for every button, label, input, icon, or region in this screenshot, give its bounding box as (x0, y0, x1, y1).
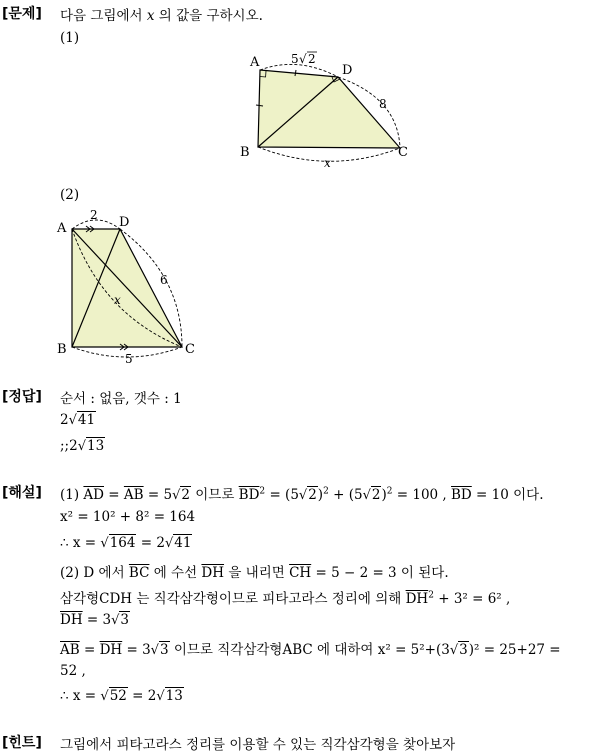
answer-2-radicand: 13 (86, 438, 105, 454)
s1-hundred: = 100 , (392, 487, 452, 503)
s1-sq: 2 (259, 486, 266, 497)
solution-line-2: x² = 10² + 8² = 164 (60, 509, 196, 525)
answer-1-coef: 2 (60, 412, 69, 428)
s1-part: (1) (60, 487, 84, 503)
fig1-label-bc: x (324, 156, 331, 170)
s1-rad3: 2 (371, 487, 381, 503)
fig2-label-d: D (119, 215, 130, 230)
fig2-label-bc: 5 (125, 352, 133, 365)
solution-line-3: ∴ x = √164 = 2√41 (60, 535, 192, 551)
instruction-var: x (146, 8, 155, 24)
problem-instruction (60, 4, 263, 24)
s5-text: 삼각형CDH 는 직각삼각형이므로 피타고라스 정리에 의해 (60, 591, 406, 607)
fig1-sqrt-sign: √ (299, 52, 307, 66)
s1-five: = 5 (143, 487, 173, 503)
s4-end: = 5 − 2 = 3 이 된다. (311, 565, 449, 581)
solution-line-1: (1) $\overline{AD} = \overline{AB} = 5√2$ 이므로 $\overline{BD}^2 = (5√2)^2 + (5√2)^2 = 100$ , $\overline{BD} = 10$ 이다. (60, 486, 544, 503)
part1-label: (1) (60, 30, 80, 46)
figure-2 (52, 205, 212, 365)
s3-mid: = 2 (136, 535, 165, 551)
answer-1-radicand: 41 (77, 412, 96, 428)
s1-rad2: 2 (308, 487, 317, 503)
answer-order-count: 순서 : 없음, 갯수 : 1 (60, 391, 182, 407)
fig2-label-ad: 2 (90, 208, 98, 222)
s4-bc: $\overline{BC}$ (128, 565, 150, 581)
instruction-text: 다음 그림에서 (60, 8, 147, 24)
s7-end: )² = 25+27 = (468, 642, 561, 658)
s7-dh: $\overline{DH}$ (99, 642, 123, 658)
s5-end: + 3² = 6² , (433, 591, 511, 607)
hint-tag: [힌트] (2, 735, 42, 751)
fig2-label-a: A (57, 221, 67, 236)
fig1-label-ad-rad: 2 (308, 52, 316, 66)
s9-mid: = 2 (127, 688, 157, 704)
figure-1 (230, 48, 420, 173)
fig2-label-c: C (185, 342, 195, 357)
s6-rad: 3 (120, 612, 129, 628)
fig2-label-b: B (57, 342, 67, 357)
s1-end: = 10 이다. (471, 487, 544, 503)
s4-text2: 을 내리면 (224, 565, 290, 581)
s1-close1: ) (317, 487, 324, 503)
s7-rad2: 3 (459, 642, 468, 658)
problem-tag: [문제] (2, 6, 42, 22)
s1-bd2: $\overline{BD}$ (451, 487, 472, 503)
fig2-label-dc: 6 (160, 273, 168, 287)
instruction-text-end: 의 값을 구하시오. (154, 8, 263, 24)
solution-line-9: ∴ x = √52 = 2√13 (60, 688, 183, 704)
s3-rad1: 164 (109, 535, 136, 551)
fig1-label-d: D (342, 63, 353, 78)
s6-eq: = 3 (82, 612, 112, 628)
solution-tag: [해설] (2, 485, 42, 501)
s4-start: (2) D 에서 (60, 565, 129, 581)
fig1-label-dc: 8 (379, 97, 387, 111)
answer-tag: [정답] (2, 389, 42, 405)
solution-line-5: 삼각형CDH 는 직각삼각형이므로 피타고라스 정리에 의해 $\overline{DH}^2 + 3^2 = 6^2$ , (60, 590, 511, 607)
solution-line-7: $\overline{AB} = \overline{DH} = 3√3$ 이므로 직각삼각형ABC 에 대하여 x² = 5²+(3√3)² = 25+27 = (60, 642, 561, 658)
s6-dh: $\overline{DH}$ (60, 612, 83, 628)
s9-start: ∴ x = (60, 688, 101, 704)
fig1-label-c: C (398, 145, 408, 160)
s1-close2: ) (381, 487, 387, 503)
fig2-label-ac: x (114, 293, 121, 307)
s9-rad2: 13 (165, 688, 183, 704)
s3-start: ∴ x = (60, 535, 101, 551)
s1-open1: = (5 (265, 487, 299, 503)
answer-value-1: 2√41 (60, 412, 96, 428)
s3-rad2: 41 (174, 535, 192, 551)
s1-ab: $\overline{AB}$ (123, 487, 144, 503)
s7-three: = 3 (122, 642, 151, 658)
s9-rad1: 52 (109, 688, 127, 704)
s4-ch: $\overline{CH}$ (289, 565, 312, 581)
answer-value-2: ;;2√13 (60, 438, 105, 454)
s7-eq: = (79, 642, 100, 658)
answer-2-prefix: ;;2 (60, 438, 78, 454)
s1-rad1: 2 (181, 487, 190, 503)
fig1-label-a: A (250, 55, 260, 70)
hint-text: 그림에서 피타고라스 정리를 이용할 수 있는 직각삼각형을 찾아보자 (60, 737, 456, 753)
fig1-label-ad-coef: 5 (291, 52, 299, 66)
s4-dh: $\overline{DH}$ (201, 565, 225, 581)
s7-text: 이므로 직각삼각형ABC 에 대하여 x² = 5²+(3 (169, 642, 450, 658)
s1-eq: = (104, 487, 124, 503)
s1-bd: $\overline{BD}$ (238, 487, 260, 503)
part2-label: (2) (60, 187, 80, 203)
s7-rad1: 3 (159, 642, 169, 658)
s4-text1: 에 수선 (149, 565, 202, 581)
fig1-label-b: B (240, 145, 250, 160)
s1-open2: + (5 (328, 487, 363, 503)
s5-dh: $\overline{DH}$ (405, 591, 429, 607)
s1-ad: $\overline{AD}$ (83, 487, 104, 503)
s1-text: 이므로 (190, 487, 239, 503)
solution-line-8: 52 , (60, 663, 86, 679)
s7-ab: $\overline{AB}$ (60, 642, 80, 658)
solution-line-6: $\overline{DH} = 3√3$ (60, 612, 129, 628)
solution-line-4 (60, 561, 449, 581)
